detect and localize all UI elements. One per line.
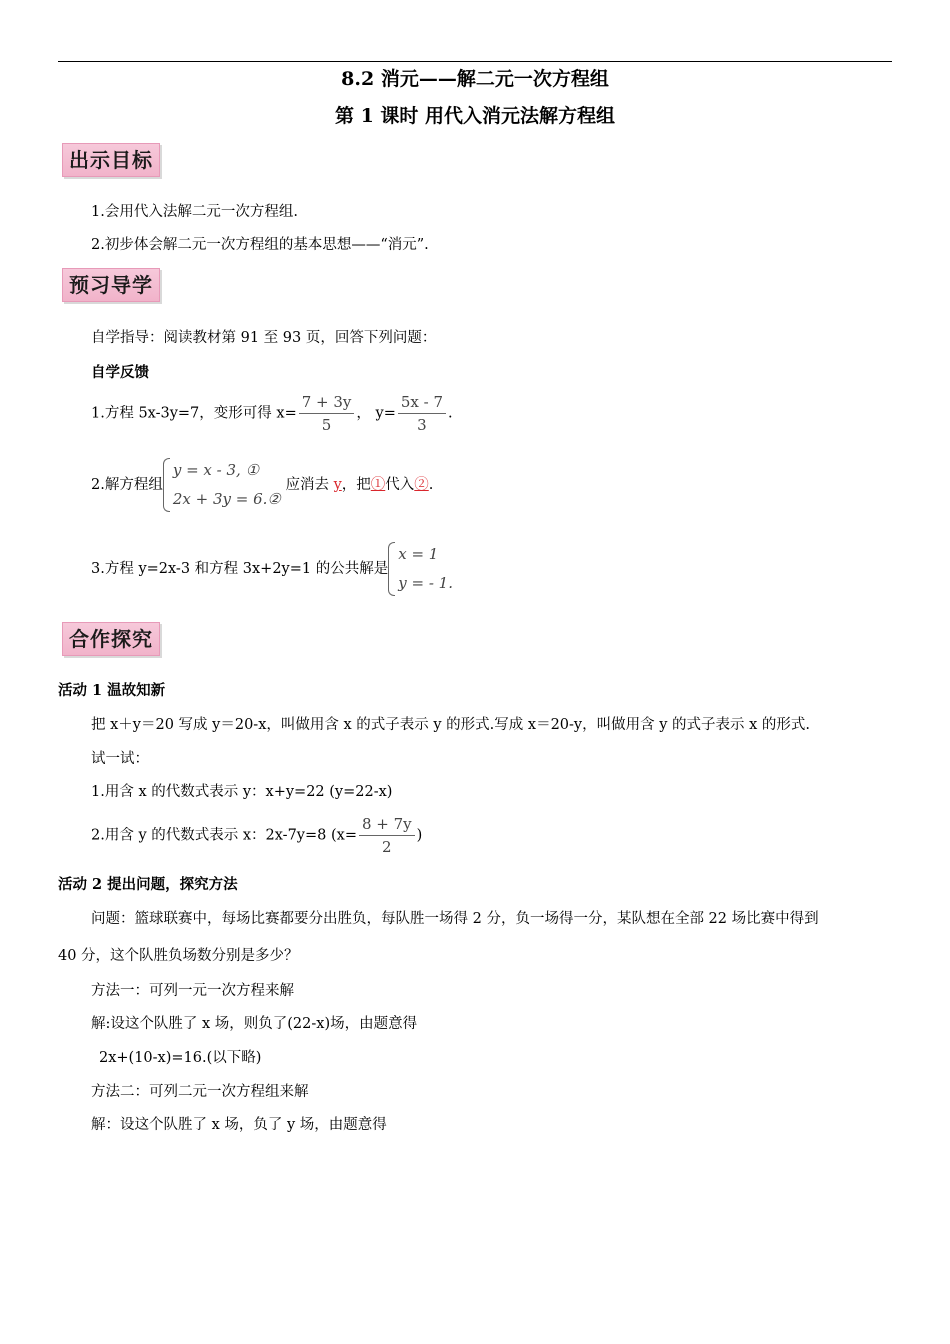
q1-prefix: 1.方程 5x-3y=7，变形可得 x= xyxy=(91,405,297,422)
q2-prefix: 2.解方程组 xyxy=(91,477,163,493)
try-item-2 xyxy=(91,813,422,858)
q1-mid: ， y= xyxy=(356,405,396,422)
q1-x-numerator: 7 + 3y xyxy=(299,391,355,414)
try-label: 试一试： xyxy=(91,751,149,767)
problem-line-2: 40 分，这个队胜负场数分别是多少？ xyxy=(58,948,299,964)
q1-y-numerator: 5x - 7 xyxy=(398,391,446,414)
q3-prefix: 3.方程 y=2x-3 和方程 3x+2y=1 的公共解是 xyxy=(91,561,389,577)
q2-answer-circle-1: ① xyxy=(370,477,386,493)
problem-line-1: 问题：篮球联赛中，每场比赛都要分出胜负，每队胜一场得 2 分，负一场得一分，某队想在全部 22 场比赛中得到 xyxy=(91,911,819,927)
q3-solution-y: y = - 1. xyxy=(398,574,453,592)
activity-2-title: 活动 2 提出问题，探究方法 xyxy=(58,876,238,893)
header-rule xyxy=(58,61,892,62)
q2-answer-variable: y xyxy=(333,477,342,493)
q1-suffix: . xyxy=(448,405,453,422)
self-study-guide: 自学指导：阅读教材第 91 至 93 页，回答下列问题： xyxy=(91,330,437,346)
feedback-title: 自学反馈 xyxy=(91,364,149,381)
q1-y-fraction xyxy=(398,391,446,436)
try-2-prefix: 2.用含 y 的代数式表示 x：2x-7y=8 (x= xyxy=(91,827,357,844)
section-explore-badge: 合作探究 xyxy=(62,622,160,656)
q2-text-2: ，把 xyxy=(341,477,371,493)
goal-item-2: 2.初步体会解二元一次方程组的基本思想——“消元”. xyxy=(91,237,429,253)
q3-solution-x: x = 1 xyxy=(398,545,439,563)
try-2-fraction xyxy=(359,813,415,858)
method-1: 方法一：可列一元一次方程来解 xyxy=(91,983,294,999)
try-2-denominator: 2 xyxy=(382,838,392,856)
method-1-equation: 2x+(10-x)=16.(以下略) xyxy=(99,1050,262,1066)
lesson-subtitle: 第 1 课时 用代入消元法解方程组 xyxy=(334,105,616,127)
q3-solution-system xyxy=(388,540,453,598)
q2-equation-1: y = x - 3, ① xyxy=(172,461,260,479)
try-2-suffix: ) xyxy=(416,827,423,844)
try-2-numerator: 8 + 7y xyxy=(359,813,415,836)
activity-1-title: 活动 1 温故知新 xyxy=(58,682,166,699)
q2-equation-2: 2x + 3y = 6.② xyxy=(172,490,281,508)
activity-1-text: 把 x＋y＝20 写成 y＝20-x，叫做用含 x 的式子表示 y 的形式.写成 x＝20-y，叫做用含 y 的式子表示 x 的形式. xyxy=(91,717,811,733)
q1-x-denominator: 5 xyxy=(321,416,332,434)
q2-text-1: 应消去 xyxy=(280,477,334,493)
question-3 xyxy=(91,540,453,598)
method-2-solution: 解：设这个队胜了 x 场，负了 y 场，由题意得 xyxy=(91,1117,387,1133)
q1-y-denominator: 3 xyxy=(417,416,427,434)
lesson-title: 8.2 消元——解二元一次方程组 xyxy=(341,68,609,90)
question-1 xyxy=(91,391,453,436)
section-goals-badge: 出示目标 xyxy=(62,143,160,177)
method-2: 方法二：可列二元一次方程组来解 xyxy=(91,1084,309,1100)
q2-text-3: 代入 xyxy=(385,477,415,493)
q2-text-4: . xyxy=(428,477,434,493)
section-preview-badge: 预习导学 xyxy=(62,268,160,302)
q2-answer-circle-2: ② xyxy=(414,477,429,493)
q1-x-fraction xyxy=(299,391,355,436)
goal-item-1: 1.会用代入法解二元一次方程组. xyxy=(91,204,298,220)
method-1-solution: 解:设这个队胜了 x 场，则负了(22-x)场，由题意得 xyxy=(91,1016,418,1032)
question-2 xyxy=(91,456,433,514)
q2-equation-system xyxy=(163,456,281,514)
try-item-1: 1.用含 x 的代数式表示 y：x+y=22 (y=22-x) xyxy=(91,784,393,800)
